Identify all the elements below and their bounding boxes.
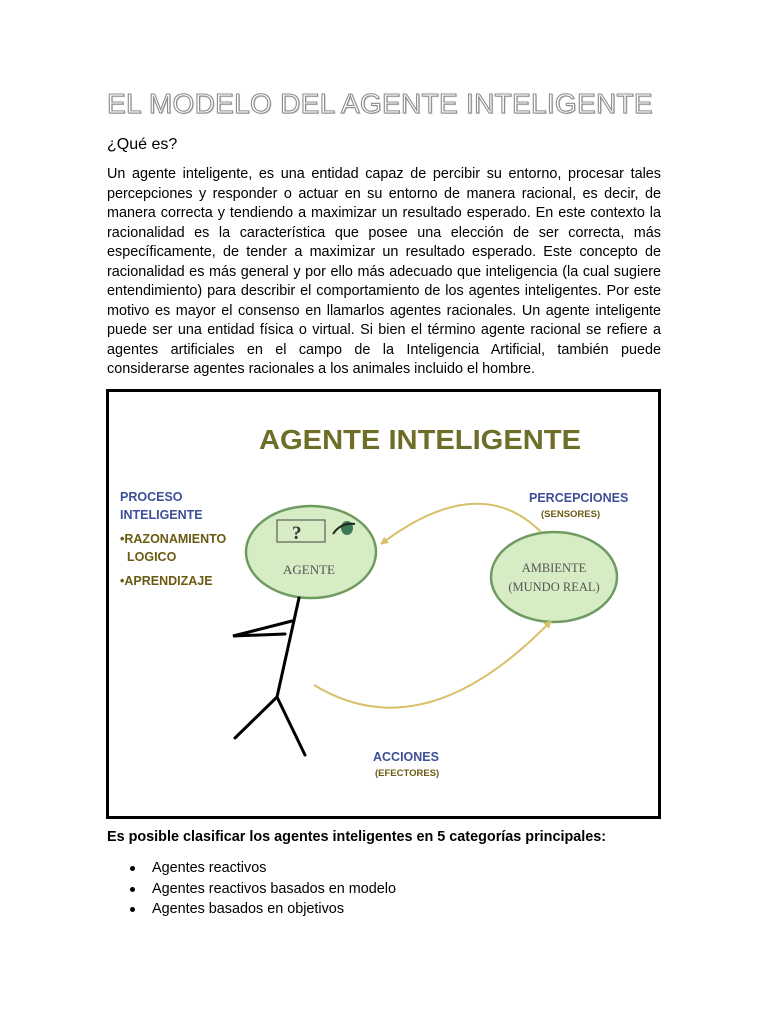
- reasoning-item-line-2: LOGICO: [127, 550, 177, 564]
- sensors-label: (SENSORES): [541, 509, 601, 520]
- environment-ellipse: [491, 532, 617, 622]
- stick-figure: [233, 598, 305, 755]
- environment-label-line-2: (MUNDO REAL): [508, 580, 600, 594]
- categories-list: [130, 858, 396, 920]
- intro-paragraph: Un agente inteligente, es una entidad capaz de percibir su entorno, procesar tales percepciones y responder o actuar en su entorno de manera racional, es decir, de manera correcta y tendiendo a maximizar un resultado esperado. En este contexto la racionalidad es la característica que posee una elección de ser correcta, más específicamente, de tender a maximizar un resultado esperado. Este concepto de racionalidad es más general y por ello más adecuado que inteligencia (la cual sugiere entendimiento) para describir el comportamiento de los agentes inteligentes. Por este motivo es mayor el consenso en llamarlos agentes racionales. Un agente inteligente puede ser una entidad física o virtual. Si bien el término agente racional se refiere a agentes artificiales en el campo de la Inteligencia Artificial, también puede considerarse agentes racionales a los animales incluido el hombre.: [107, 166, 661, 377]
- list-item: Agentes reactivos: [130, 858, 396, 879]
- agent-diagram-figure: [106, 389, 661, 819]
- environment-label-line-1: AMBIENTE: [521, 561, 587, 575]
- effectors-label: (EFECTORES): [375, 768, 440, 779]
- agent-label: AGENTE: [283, 562, 335, 577]
- perceptions-label: PERCEPCIONES: [529, 491, 629, 505]
- reasoning-item-line-1: •RAZONAMIENTO: [120, 532, 227, 546]
- categories-heading: Es posible clasificar los agentes inteligentes en 5 categorías principales:: [107, 829, 607, 845]
- list-item: Agentes reactivos basados en modelo: [130, 879, 396, 900]
- actions-label: ACCIONES: [373, 750, 439, 764]
- page-title: EL MODELO DEL AGENTE INTELIGENTE: [107, 88, 653, 119]
- process-label-line-1: PROCESO: [120, 490, 183, 504]
- list-item: Agentes basados en objetivos: [130, 899, 396, 920]
- action-arrow: [314, 621, 551, 708]
- process-label-line-2: INTELIGENTE: [120, 508, 203, 522]
- agent-diagram: [109, 392, 658, 816]
- section-subtitle: ¿Qué es?: [107, 136, 178, 153]
- learning-item: •APRENDIZAJE: [120, 574, 213, 588]
- question-mark: ?: [292, 523, 302, 544]
- perception-arrow: [381, 504, 541, 544]
- diagram-title: AGENTE INTELIGENTE: [259, 424, 581, 455]
